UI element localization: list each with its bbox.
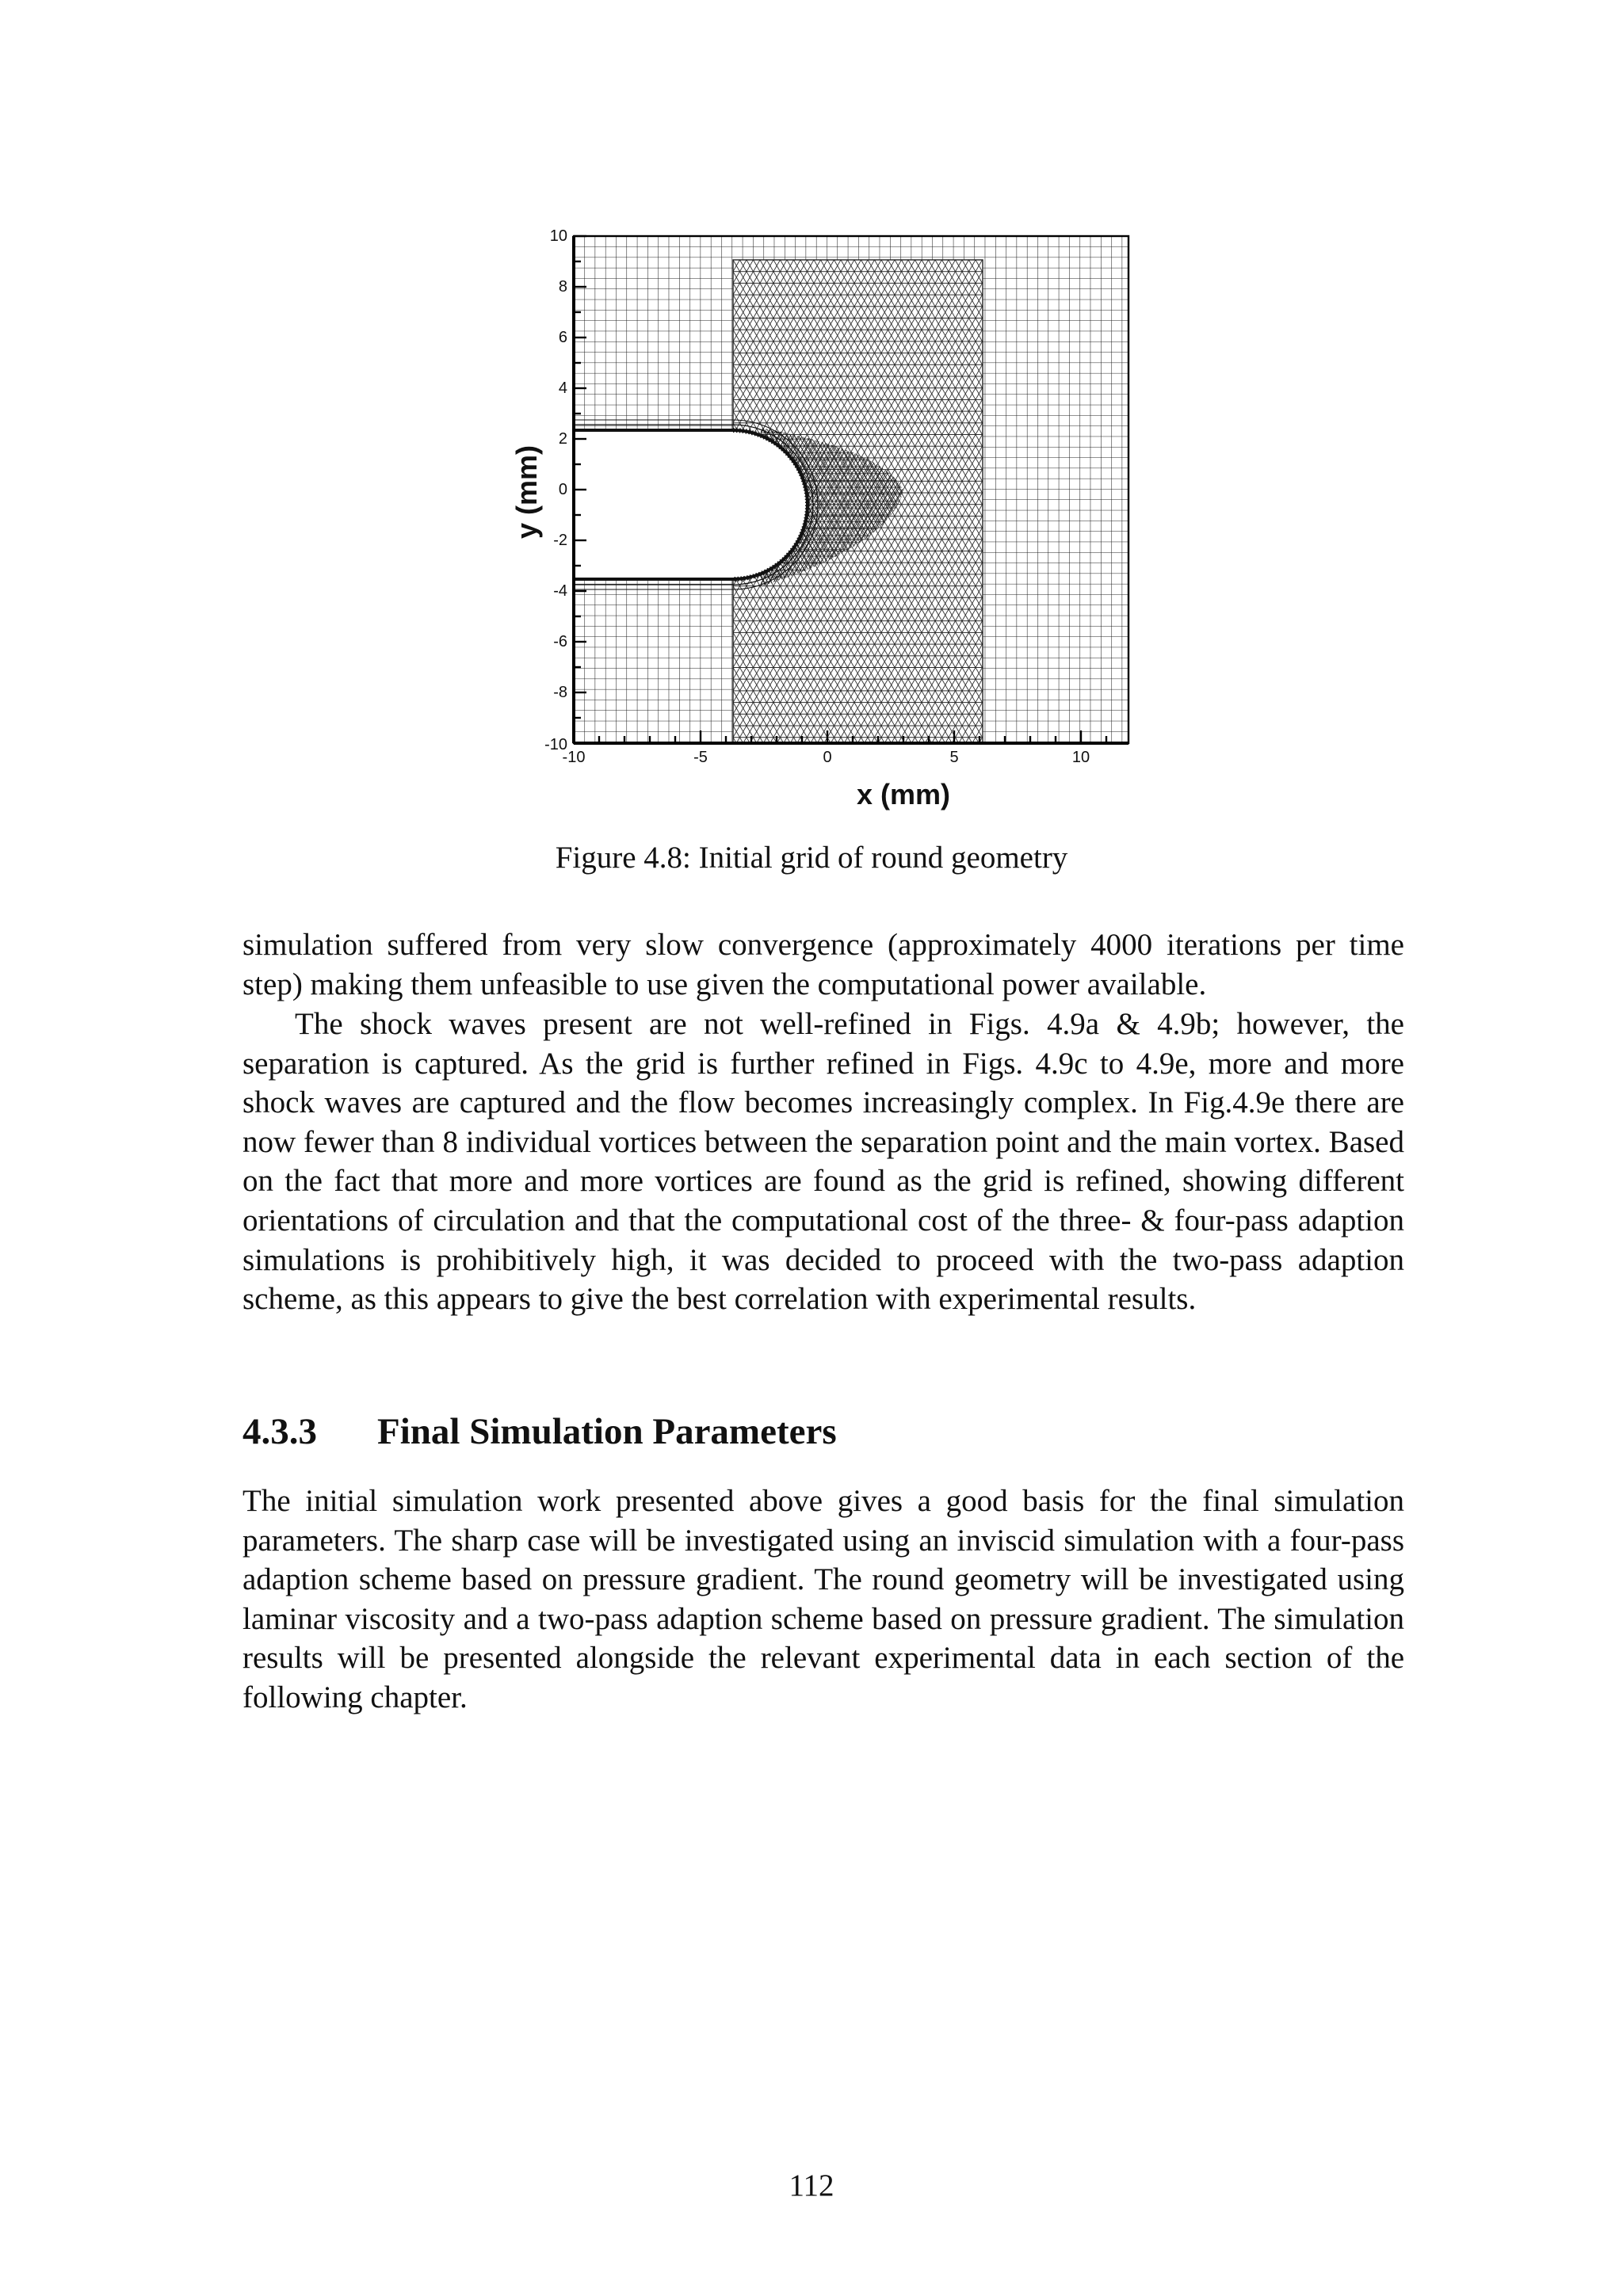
y-tick-label: 2 — [558, 430, 567, 448]
y-tick-label: -8 — [553, 684, 567, 701]
page-number: 112 — [789, 2168, 834, 2203]
x-tick-label: -5 — [693, 749, 708, 766]
mesh-plot — [475, 214, 1157, 824]
y-tick-label: 4 — [558, 379, 567, 397]
section-number: 4.3.3 — [242, 1411, 317, 1452]
x-tick-label: 10 — [1071, 749, 1090, 766]
x-tick-label: 0 — [823, 749, 832, 766]
paragraph: The initial simulation work presented above gives a good basis for the final simulation parameters. The sharp case will be investigated using an inviscid simulation with a four-pass adaption scheme based on pressure gradient. The round geometry will be investigated using laminar viscosity and a two-pass adaption scheme based on pressure gradient. The simulation results will be presented alongside the relevant experimental data in each section of the following chapter. — [242, 1484, 1404, 1714]
y-tick-label: -2 — [553, 532, 567, 549]
y-tick-label: -6 — [553, 633, 567, 650]
y-tick-label: -10 — [544, 736, 567, 753]
y-tick-label: 8 — [558, 278, 567, 296]
section-title: Final Simulation Parameters — [377, 1411, 837, 1452]
x-axis-title: x (mm) — [856, 778, 951, 810]
y-tick-label: 10 — [549, 227, 567, 245]
figure-caption: Figure 4.8: Initial grid of round geometry — [555, 841, 1068, 875]
y-tick-label: -4 — [553, 582, 567, 600]
x-tick-label: 5 — [949, 749, 959, 766]
paragraph: The shock waves present are not well-refined in Figs. 4.9a & 4.9b; however, the separation is captured. As the grid is further refined in Figs. 4.9c to 4.9e, more and more shock waves are captured and the flow becomes increasingly complex. In Fig.4.9e there are now fewer than 8 individual vortices between the separation point and the main vortex. Based on the fact that more and more vortices are found as the grid is refined, showing different orientations of circulation and that the computational cost of the three- & four-pass adaption simulations is prohibitively high, it was decided to proceed with the two-pass adaption scheme, as this appears to give the best correlation with experimental results. — [242, 1007, 1404, 1317]
grid-figure — [475, 214, 1157, 824]
y-tick-label: 6 — [558, 329, 567, 346]
y-axis-title: y (mm) — [510, 444, 543, 540]
paragraph: simulation suffered from very slow convergence (approximately 4000 iterations per time step) making them unfeasible to use given the computational power available. — [242, 928, 1404, 1001]
section-heading — [242, 1410, 837, 1453]
y-tick-label: 0 — [558, 481, 567, 498]
x-tick-label: -10 — [562, 749, 586, 766]
